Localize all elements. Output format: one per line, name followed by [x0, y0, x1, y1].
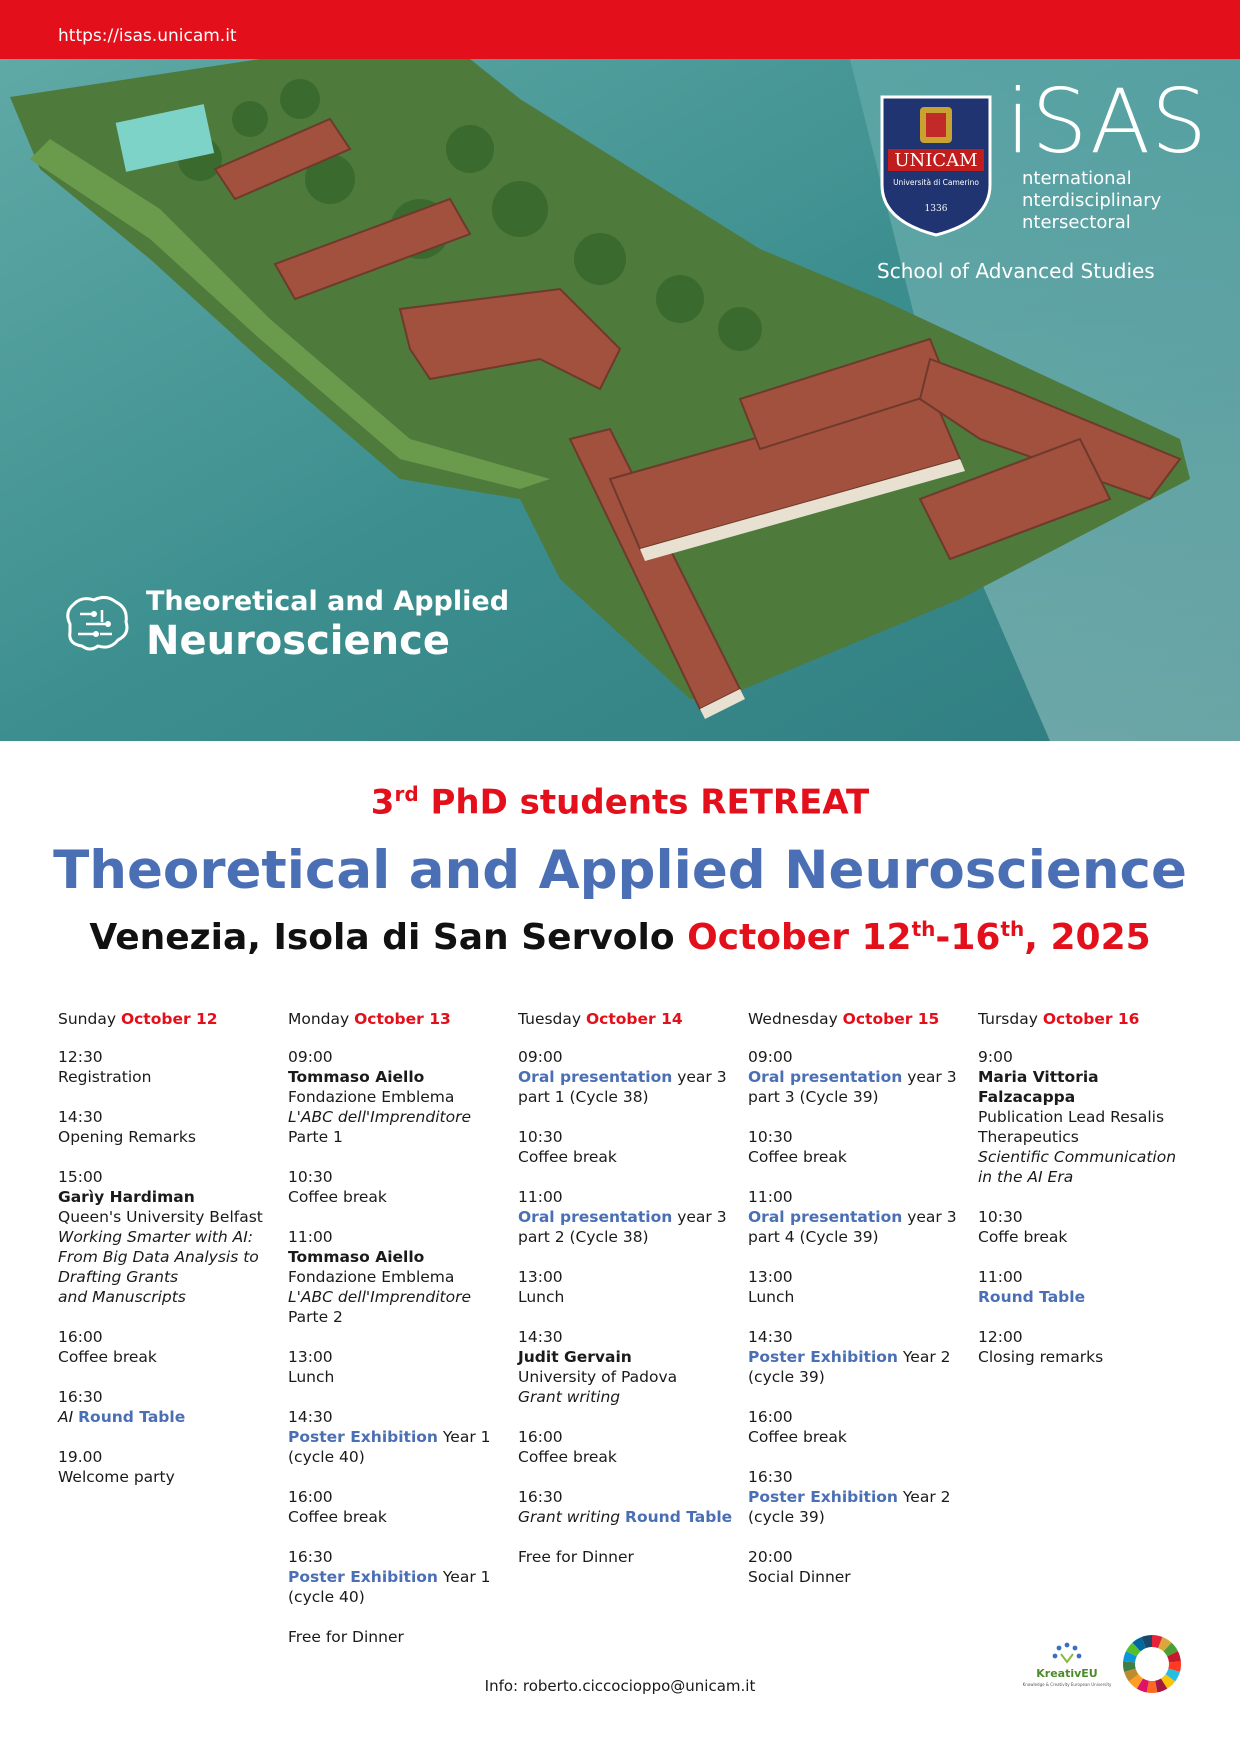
schedule-item [288, 1547, 508, 1607]
schedule-text: From Big Data Analysis to [58, 1248, 259, 1266]
schedule-text: Coffee break [518, 1448, 617, 1466]
sdg-wheel-logo [1122, 1634, 1182, 1694]
schedule-text: (cycle 40) [288, 1588, 365, 1606]
schedule-text: 15:00 [58, 1168, 103, 1186]
top-bar [0, 0, 1240, 59]
day-header [748, 1009, 968, 1029]
schedule-line [748, 1047, 968, 1067]
schedule-text: 16:30 [748, 1468, 793, 1486]
schedule-text: Parte 2 [288, 1308, 343, 1326]
schedule-text: 11:00 [518, 1188, 563, 1206]
schedule-line [288, 1547, 508, 1567]
schedule-item [748, 1467, 968, 1527]
schedule-line [748, 1547, 968, 1567]
schedule-line [58, 1067, 278, 1087]
schedule-line [58, 1387, 278, 1407]
schedule-text: Scientific Communication [978, 1148, 1177, 1166]
day-header [518, 1009, 738, 1029]
schedule-line [978, 1127, 1198, 1147]
schedule-line [978, 1327, 1198, 1347]
schedule-text: 16:00 [518, 1428, 563, 1446]
schedule-line [58, 1247, 278, 1267]
schedule-text: year 3 [672, 1208, 727, 1226]
schedule-line [518, 1287, 738, 1307]
event-title: Theoretical and Applied Neuroscience [53, 840, 1187, 901]
schedule-item [748, 1327, 968, 1387]
schedule-text: 9:00 [978, 1048, 1013, 1066]
schedule-text: Tommaso Aiello [288, 1248, 425, 1266]
schedule-line [288, 1347, 508, 1367]
schedule-item [288, 1167, 508, 1207]
date-label: October 13 [354, 1010, 451, 1028]
schedule-text: Closing remarks [978, 1348, 1104, 1366]
schedule-text: year 3 [672, 1068, 727, 1086]
schedule-line [58, 1127, 278, 1147]
schedule-line [748, 1327, 968, 1347]
isas-logo [1004, 70, 1208, 248]
schedule-line [518, 1127, 738, 1147]
schedule-line [288, 1267, 508, 1287]
schedule-text: 16:30 [288, 1548, 333, 1566]
schedule-text: Drafting Grants [58, 1268, 179, 1286]
schedule-line [748, 1567, 968, 1587]
schedule-item [518, 1187, 738, 1247]
schedule-line [288, 1127, 508, 1147]
schedule-text: 11:00 [288, 1228, 333, 1246]
schedule-line [518, 1227, 738, 1247]
schedule-text: 13:00 [518, 1268, 563, 1286]
unicam-subtitle: Università di Camerino [893, 178, 979, 187]
schedule-text: (cycle 39) [748, 1508, 825, 1526]
date-label: October 16 [1042, 1010, 1140, 1028]
schedule-line [978, 1147, 1198, 1167]
schedule-text: Lunch [288, 1368, 335, 1386]
school-of-advanced-studies: School of Advanced Studies [877, 259, 1155, 283]
schedule-item [58, 1047, 278, 1087]
schedule-text: 09:00 [518, 1048, 563, 1066]
schedule-line [288, 1187, 508, 1207]
schedule-text: 19.00 [58, 1448, 103, 1466]
weekday-label: Wednesday [748, 1010, 843, 1028]
schedule-line [58, 1467, 278, 1487]
schedule-text: Parte 1 [288, 1128, 343, 1146]
schedule-line [58, 1327, 278, 1347]
schedule-line [58, 1227, 278, 1247]
schedule-text: Coffee break [58, 1348, 157, 1366]
highlight-text: Poster Exhibition [288, 1568, 438, 1586]
schedule-line [518, 1347, 738, 1367]
schedule-text: 20:00 [748, 1548, 793, 1566]
brand-line-2: Neuroscience [146, 618, 450, 664]
schedule-text: Coffe break [978, 1228, 1068, 1246]
schedule-text: and Manuscripts [58, 1288, 186, 1306]
schedule-text: Welcome party [58, 1468, 175, 1486]
schedule-line [518, 1387, 738, 1407]
schedule-text: 11:00 [978, 1268, 1023, 1286]
retreat-heading: 3rd PhD students RETREAT [370, 782, 870, 823]
schedule-line [748, 1467, 968, 1487]
schedule-line [518, 1447, 738, 1467]
schedule-item [978, 1327, 1198, 1367]
highlight-text: Oral presentation [518, 1208, 673, 1226]
highlight-text: Oral presentation [748, 1208, 903, 1226]
isas-wordmark: iSAS [1006, 70, 1208, 173]
schedule-text: Opening Remarks [58, 1128, 196, 1146]
schedule-line [58, 1347, 278, 1367]
schedule-line [518, 1487, 738, 1507]
schedule-line [288, 1427, 508, 1447]
schedule-item [748, 1267, 968, 1307]
schedule-line [58, 1167, 278, 1187]
schedule-line [288, 1367, 508, 1387]
schedule-line [978, 1207, 1198, 1227]
schedule-line [518, 1367, 738, 1387]
schedule-text: Year 2 [897, 1348, 951, 1366]
schedule-text: Lunch [518, 1288, 565, 1306]
schedule-text: Year 2 [897, 1488, 951, 1506]
schedule-text: Coffee break [288, 1188, 387, 1206]
schedule-item [518, 1267, 738, 1307]
schedule-line [978, 1047, 1198, 1067]
schedule-text: year 3 [902, 1068, 957, 1086]
schedule-text: part 3 (Cycle 39) [748, 1088, 879, 1106]
isas-line-3: ntersectoral [1022, 212, 1131, 233]
schedule-text: Free for Dinner [288, 1628, 404, 1646]
schedule-text: University of Padova [518, 1368, 678, 1386]
weekday-label: Sunday [58, 1010, 121, 1028]
schedule-text: 16:30 [58, 1388, 103, 1406]
date-label: October 12 [120, 1010, 218, 1028]
brand-line-1: Theoretical and Applied [146, 586, 510, 617]
schedule-text: Fondazione Emblema [288, 1268, 455, 1286]
date-label: October 15 [842, 1010, 940, 1028]
schedule-text: Fondazione Emblema [288, 1088, 455, 1106]
day-header [288, 1009, 508, 1029]
day-column [288, 1009, 508, 1667]
contact-info[interactable]: Info: roberto.ciccocioppo@unicam.it [484, 1677, 756, 1695]
schedule-item [748, 1127, 968, 1167]
day-column [518, 1009, 738, 1587]
highlight-text: Oral presentation [518, 1068, 673, 1086]
schedule-text: part 4 (Cycle 39) [748, 1228, 879, 1246]
schedule-line [748, 1227, 968, 1247]
schedule-item [978, 1207, 1198, 1247]
schedule-line [978, 1227, 1198, 1247]
schedule-item [518, 1327, 738, 1407]
schedule-line [748, 1407, 968, 1427]
schedule-line [288, 1587, 508, 1607]
schedule-item [288, 1347, 508, 1387]
schedule-item [978, 1267, 1198, 1307]
schedule-text: in the AI Era [978, 1168, 1074, 1186]
unicam-name: UNICAM [894, 150, 978, 171]
highlight-text: Poster Exhibition [288, 1428, 438, 1446]
schedule-text: Free for Dinner [518, 1548, 634, 1566]
schedule-text: AI [58, 1408, 79, 1426]
schedule-line [518, 1547, 738, 1567]
schedule-item [518, 1127, 738, 1167]
highlight-text: Oral presentation [748, 1068, 903, 1086]
schedule-line [978, 1067, 1198, 1107]
schedule-text: 10:30 [288, 1168, 333, 1186]
weekday-label: Tuesday [518, 1010, 586, 1028]
schedule-line [58, 1407, 278, 1427]
schedule-line [978, 1167, 1198, 1187]
schedule-line [518, 1067, 738, 1087]
schedule-line [518, 1047, 738, 1067]
kreativeu-label: KreativEU [1036, 1667, 1098, 1680]
schedule-line [288, 1047, 508, 1067]
schedule-line [748, 1487, 968, 1507]
schedule-line [58, 1207, 278, 1227]
schedule-text: Registration [58, 1068, 152, 1086]
schedule-line [978, 1267, 1198, 1287]
weekday-label: Tursday [978, 1010, 1043, 1028]
venue-and-dates: Venezia, Isola di San Servolo October 12th-16th, 2025 [89, 917, 1151, 958]
schedule-item [748, 1407, 968, 1447]
schedule-text: 09:00 [748, 1048, 793, 1066]
isas-line-2: nterdisciplinary [1022, 190, 1162, 211]
schedule-text: 14:30 [518, 1328, 563, 1346]
schedule-item [288, 1047, 508, 1147]
schedule-text: Coffee break [748, 1148, 847, 1166]
schedule-text: 14:30 [58, 1108, 103, 1126]
brain-icon [60, 594, 132, 654]
schedule-line [288, 1167, 508, 1187]
schedule-line [288, 1507, 508, 1527]
schedule-line [748, 1427, 968, 1447]
schedule-item [58, 1327, 278, 1367]
schedule-line [748, 1347, 968, 1367]
highlight-text: Round Table [78, 1408, 186, 1426]
schedule-item [748, 1187, 968, 1247]
schedule-line [58, 1287, 278, 1307]
schedule-item [58, 1387, 278, 1427]
schedule-item [978, 1047, 1198, 1187]
schedule-text: 09:00 [288, 1048, 333, 1066]
schedule-line [748, 1367, 968, 1387]
schedule-line [288, 1107, 508, 1127]
schedule-item [748, 1547, 968, 1587]
schedule-item [748, 1047, 968, 1107]
highlight-text: Poster Exhibition [748, 1488, 898, 1506]
schedule-text: Publication Lead Resalis [978, 1108, 1165, 1126]
schedule-text: 14:30 [748, 1328, 793, 1346]
day-header [58, 1009, 278, 1029]
schedule-item [288, 1487, 508, 1527]
schedule-text: 13:00 [748, 1268, 793, 1286]
unicam-crest-logo [878, 93, 994, 238]
schedule-text: Social Dinner [748, 1568, 851, 1586]
schedule-text: Judit Gervain [518, 1348, 632, 1366]
schedule-text: Year 1 [437, 1568, 491, 1586]
schedule-line [288, 1407, 508, 1427]
schedule-line [978, 1107, 1198, 1127]
schedule-text: Coffee break [748, 1428, 847, 1446]
schedule-text: 12:00 [978, 1328, 1023, 1346]
schedule-line [748, 1267, 968, 1287]
schedule-line [978, 1287, 1198, 1307]
schedule-line [288, 1067, 508, 1087]
schedule-line [518, 1327, 738, 1347]
schedule-line [58, 1187, 278, 1207]
schedule-text: Queen's University Belfast [58, 1208, 263, 1226]
schedule-line [748, 1507, 968, 1527]
schedule-text: L'ABC dell'Imprenditore [288, 1108, 471, 1126]
schedule-line [518, 1147, 738, 1167]
website-link[interactable]: https://isas.unicam.it [58, 26, 237, 46]
schedule-line [748, 1067, 968, 1087]
schedule-text: year 3 [902, 1208, 957, 1226]
schedule-text: Lunch [748, 1288, 795, 1306]
schedule-line [748, 1087, 968, 1107]
schedule-line [58, 1447, 278, 1467]
schedule-item [288, 1627, 508, 1647]
schedule-line [288, 1307, 508, 1327]
schedule-text: Working Smarter with AI: [58, 1228, 253, 1246]
schedule-text: 10:30 [978, 1208, 1023, 1226]
schedule-line [748, 1147, 968, 1167]
schedule-item [58, 1447, 278, 1487]
highlight-text: Poster Exhibition [748, 1348, 898, 1366]
schedule-line [58, 1107, 278, 1127]
schedule-line [748, 1287, 968, 1307]
kreativeu-sub: Knowledge & Creativity European University [1022, 1682, 1112, 1687]
day-column [58, 1009, 278, 1507]
schedule-text: 14:30 [288, 1408, 333, 1426]
schedule-line [58, 1267, 278, 1287]
schedule-line [748, 1127, 968, 1147]
schedule-text: 10:30 [518, 1128, 563, 1146]
schedule-text: L'ABC dell'Imprenditore [288, 1288, 471, 1306]
schedule-line [288, 1627, 508, 1647]
schedule-item [518, 1427, 738, 1467]
date-label: October 14 [586, 1010, 683, 1028]
day-column [978, 1009, 1198, 1387]
schedule-text: Therapeutics [978, 1128, 1079, 1146]
schedule-line [288, 1567, 508, 1587]
day-header [978, 1009, 1198, 1029]
schedule-text: part 2 (Cycle 38) [518, 1228, 649, 1246]
schedule-line [288, 1487, 508, 1507]
schedule-item [58, 1167, 278, 1307]
schedule-line [288, 1287, 508, 1307]
unicam-year: 1336 [924, 204, 948, 214]
schedule-text: 16:00 [748, 1408, 793, 1426]
schedule-item [288, 1227, 508, 1327]
schedule-text: 12:30 [58, 1048, 103, 1066]
schedule-text: Maria Vittoria Falzacappa [978, 1068, 1099, 1106]
schedule-item [518, 1487, 738, 1527]
schedule-line [518, 1427, 738, 1447]
schedule-line [288, 1227, 508, 1247]
kreativeu-logo [1022, 1640, 1112, 1692]
schedule-item [288, 1407, 508, 1467]
day-column [748, 1009, 968, 1607]
highlight-text: Round Table [978, 1288, 1086, 1306]
schedule-line [518, 1187, 738, 1207]
schedule-line [978, 1347, 1198, 1367]
schedule-text: Coffee break [518, 1148, 617, 1166]
schedule-text: Garìy Hardiman [58, 1188, 195, 1206]
schedule-text: Coffee break [288, 1508, 387, 1526]
schedule-text: 16:30 [518, 1488, 563, 1506]
schedule-line [518, 1207, 738, 1227]
schedule-text: Grant writing [518, 1508, 626, 1526]
schedule-text: 16:00 [288, 1488, 333, 1506]
highlight-text: Round Table [625, 1508, 733, 1526]
schedule-item [58, 1107, 278, 1147]
schedule-text: part 1 (Cycle 38) [518, 1088, 649, 1106]
schedule-text: Grant writing [518, 1388, 621, 1406]
schedule-text: (cycle 40) [288, 1448, 365, 1466]
schedule-line [288, 1247, 508, 1267]
schedule-text: Year 1 [437, 1428, 491, 1446]
weekday-label: Monday [288, 1010, 355, 1028]
schedule-line [288, 1087, 508, 1107]
schedule-text: 10:30 [748, 1128, 793, 1146]
schedule-line [748, 1187, 968, 1207]
schedule-text: 11:00 [748, 1188, 793, 1206]
schedule-line [518, 1087, 738, 1107]
schedule-text: 16:00 [58, 1328, 103, 1346]
schedule-text: Tommaso Aiello [288, 1068, 425, 1086]
schedule-line [518, 1507, 738, 1527]
schedule-line [518, 1267, 738, 1287]
schedule-line [288, 1447, 508, 1467]
schedule-line [58, 1047, 278, 1067]
isas-line-1: nternational [1022, 168, 1132, 189]
schedule-item [518, 1547, 738, 1567]
sdg-center [1136, 1648, 1168, 1680]
schedule-text: (cycle 39) [748, 1368, 825, 1386]
schedule-text: 13:00 [288, 1348, 333, 1366]
schedule-line [748, 1207, 968, 1227]
schedule-item [518, 1047, 738, 1107]
